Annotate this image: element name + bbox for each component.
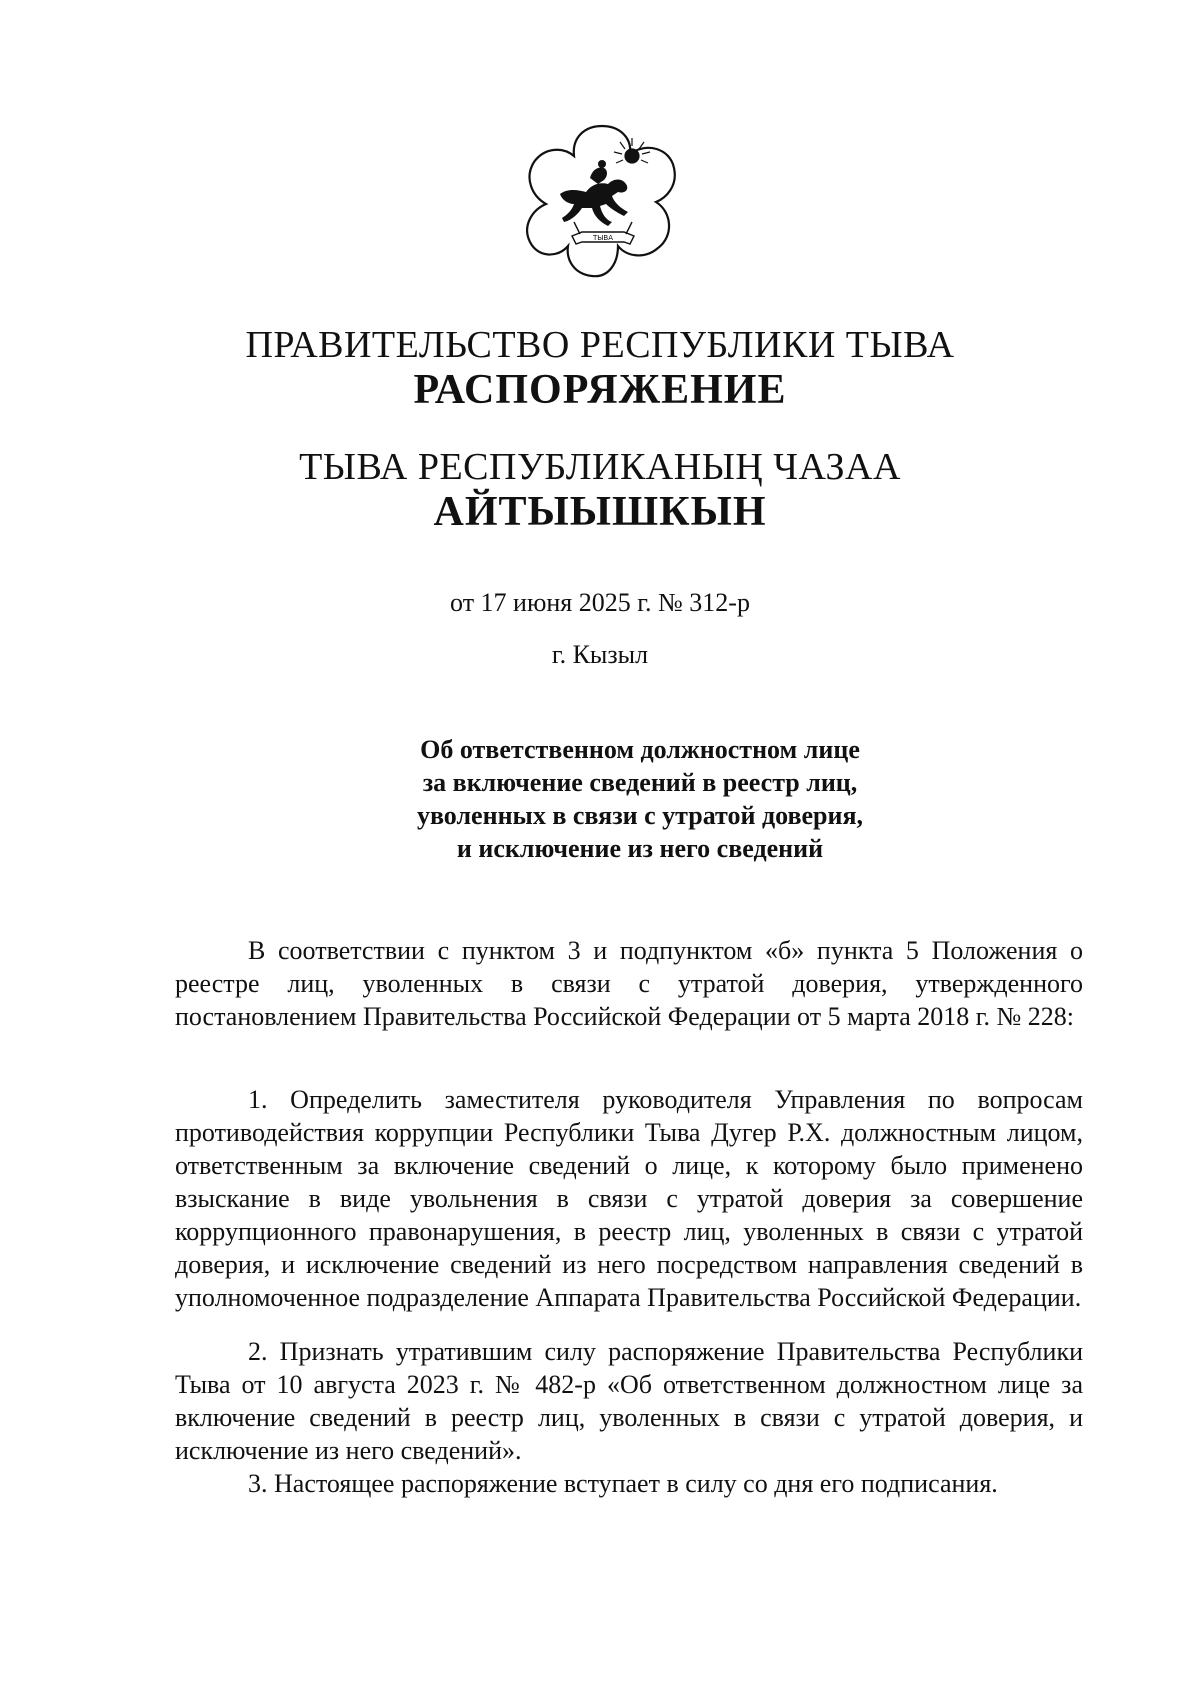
government-name-ru: ПРАВИТЕЛЬСТВО РЕСПУБЛИКИ ТЫВА — [245, 324, 955, 366]
government-name-tyv: ТЫВА РЕСПУБЛИКАНЫҢ ЧАЗАА — [299, 446, 901, 488]
item-paragraph-2: 2. Признать утратившим силу распоряжение Правительства Республики Тыва от 10 августа 2023 г. № 482-р «Об ответственном должностном лице за включение сведений в реестр лиц, уволенных в связи с утратой доверия, и исключение из него сведений». — [175, 1337, 1083, 1465]
date-number: от 17 июня 2025 г. № 312-р — [450, 588, 750, 617]
item-paragraph-1: 1. Определить заместителя руководителя Управления по вопросам противодействия коррупции Республики Тыва Дугер Р.Х. должностным лицом, ответственным за включение сведений о лице, к которому было применено взыскание в виде увольнения в связи с утратой доверия за совершение коррупционного правонарушения, в реестр лиц, уволенных в связи с утратой доверия, и исключение сведений из него посредством направления сведений в уполномоченное подразделение Аппарата Правительства Российской Федерации. — [175, 1085, 1083, 1312]
emblem-graphic — [520, 118, 685, 283]
emblem-text: ТЫВА — [592, 234, 614, 242]
coat-of-arms-emblem — [520, 118, 685, 283]
document-title — [380, 733, 900, 865]
document-type-tyv: АЙТЫЫШКЫН — [433, 489, 767, 535]
item-paragraph-3: 3. Настоящее распоряжение вступает в силу со дня его подписания. — [248, 1469, 998, 1498]
title-line: и исключение из него сведений — [456, 834, 824, 863]
preamble-paragraph: В соответствии с пунктом 3 и подпунктом «б» пункта 5 Положения о реестре лиц, уволенных в связи с утратой доверия, утвержденного постановлением Правительства Российской Федерации от 5 марта 2018 г. № 228: — [175, 936, 1083, 1031]
title-line: за включение сведений в реестр лиц, — [422, 768, 858, 797]
title-line: Об ответственном должностном лице — [420, 735, 860, 764]
document-type-ru: РАСПОРЯЖЕНИЕ — [413, 367, 787, 413]
title-line: уволенных в связи с утратой доверия, — [416, 801, 864, 830]
city: г. Кызыл — [551, 640, 649, 669]
